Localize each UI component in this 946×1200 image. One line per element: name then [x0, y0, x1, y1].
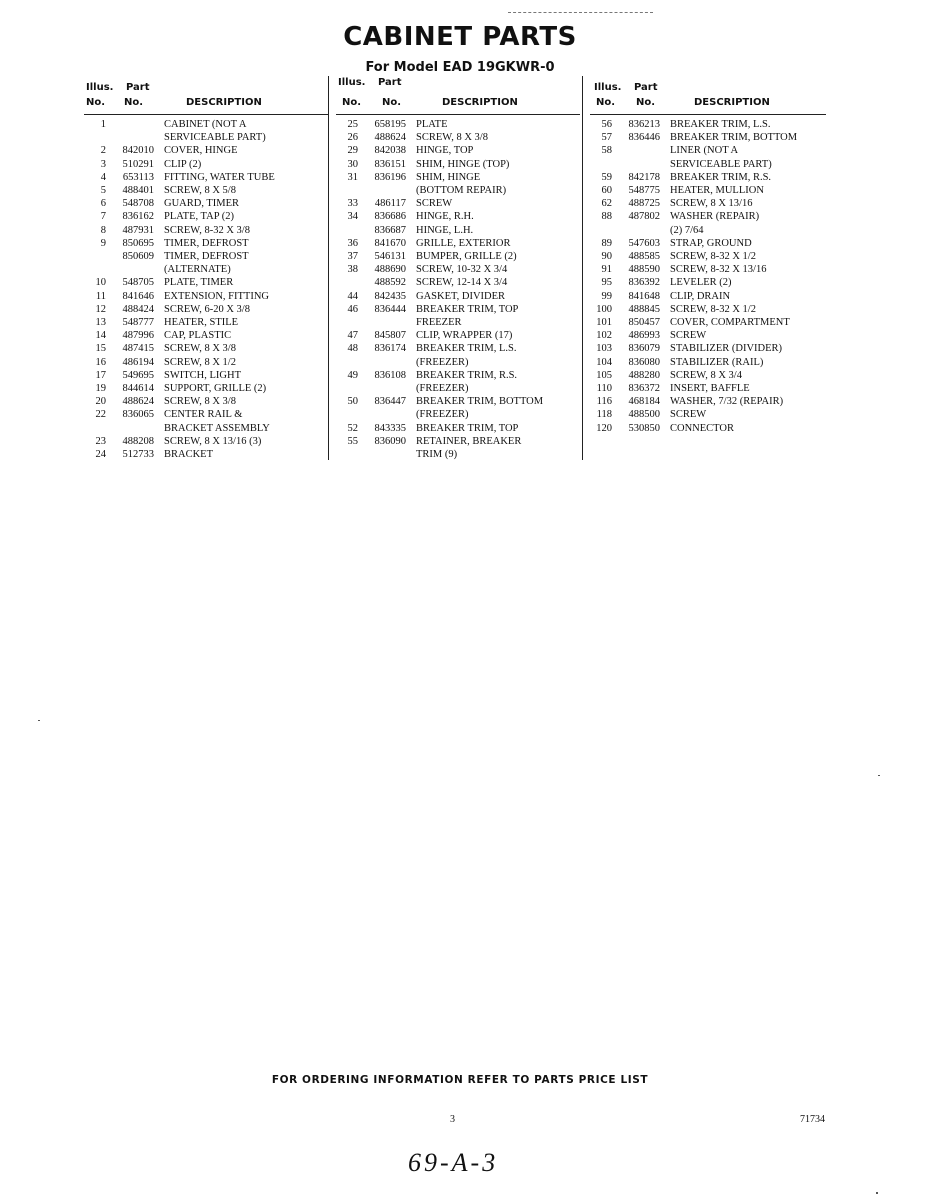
illus-number: 23: [95, 435, 106, 447]
part-row: [590, 210, 826, 236]
handwritten-note: 69-A-3: [408, 1148, 499, 1177]
part-description: HEATER, STILE: [164, 317, 239, 329]
illus-number: 46: [347, 303, 358, 315]
part-row: [336, 395, 580, 421]
part-number: 546131: [374, 251, 406, 263]
part-row: [84, 369, 328, 382]
part-number: 488208: [122, 435, 154, 447]
illus-number: 88: [601, 211, 612, 223]
part-number: 653113: [122, 171, 154, 183]
illus-number: 105: [596, 369, 612, 381]
illus-number: 11: [95, 290, 106, 302]
illus-number: 34: [347, 211, 358, 223]
part-row: [84, 290, 328, 303]
part-description: BREAKER TRIM, TOP FREEZER: [416, 303, 519, 329]
part-number: 841648: [628, 290, 660, 302]
part-row: [590, 237, 826, 250]
illus-number: 58: [601, 145, 612, 157]
part-row: [590, 118, 826, 131]
illus-number: 95: [601, 277, 612, 289]
part-number: 836446: [628, 132, 660, 144]
illus-number: 48: [347, 343, 358, 355]
part-number: 842010: [122, 145, 154, 157]
illus-number: 49: [347, 369, 358, 381]
part-row: [590, 131, 826, 144]
part-description: HINGE, R.H.: [416, 211, 474, 223]
part-description: SHIM, HINGE (TOP): [416, 158, 510, 170]
part-description: CENTER RAIL & BRACKET ASSEMBLY: [164, 409, 270, 434]
description-header: DESCRIPTION: [442, 97, 518, 108]
part-number: 488624: [122, 396, 154, 408]
illus-number: 99: [601, 290, 612, 302]
part-row: [336, 197, 580, 210]
part-row: [590, 382, 826, 395]
part-number: 488424: [122, 303, 154, 315]
part-description: BREAKER TRIM, BOTTOM: [670, 132, 798, 144]
illus-number: 16: [95, 356, 106, 368]
illus-number: 22: [95, 409, 106, 421]
part-number: 488500: [628, 409, 660, 421]
part-number: 548775: [628, 185, 660, 197]
part-description: SCREW, 8-32 X 13/16: [670, 264, 767, 276]
top-scan-mark: [508, 12, 653, 14]
part-number: 549695: [122, 369, 154, 381]
part-description: HINGE, L.H.: [416, 224, 474, 236]
illus-number: 1: [100, 119, 106, 130]
part-row: [84, 382, 328, 395]
illus-number: 89: [601, 237, 612, 249]
illus-header: Illus.: [338, 77, 366, 88]
part-description: STRAP, GROUND: [670, 237, 752, 249]
part-number: 836151: [374, 158, 406, 170]
illus-number: 13: [95, 317, 106, 329]
part-number: 836065: [122, 409, 154, 421]
part-description: BREAKER TRIM, BOTTOM (FREEZER): [416, 396, 544, 421]
part-description: CABINET (NOT A SERVICEABLE PART): [164, 119, 266, 144]
part-description: STABILIZER (RAIL): [670, 356, 764, 368]
part-description: SCREW, 6-20 X 3/8: [164, 303, 250, 315]
column-header: [84, 82, 328, 115]
illus-number: 38: [347, 264, 358, 276]
part-row: [590, 342, 826, 355]
part-description: SWITCH, LIGHT: [164, 369, 241, 381]
illus-header: Illus.: [594, 82, 622, 93]
part-description: SUPPORT, GRILLE (2): [164, 383, 267, 395]
part-no-header: No.: [382, 97, 402, 108]
part-number: 836444: [374, 303, 406, 315]
part-row: [590, 316, 826, 329]
column-header: [590, 82, 826, 115]
part-row: [336, 224, 580, 237]
illus-number: 12: [95, 303, 106, 315]
part-row: [336, 276, 580, 289]
part-description: PLATE, TIMER: [164, 277, 234, 289]
part-description: GASKET, DIVIDER: [416, 290, 506, 302]
part-row: [84, 224, 328, 237]
illus-number: 31: [347, 171, 358, 183]
part-number: 548777: [122, 317, 154, 329]
page-number: 3: [450, 1114, 455, 1125]
scan-speck: [878, 775, 880, 776]
part-description: TIMER, DEFROST (ALTERNATE): [164, 251, 249, 276]
model-subtitle: For Model EAD 19GKWR-0: [365, 60, 555, 75]
part-description: SCREW, 8 X 3/4: [670, 369, 742, 381]
part-row: [336, 118, 580, 131]
part-description: LEVELER (2): [670, 277, 732, 289]
part-description: BUMPER, GRILLE (2): [416, 251, 517, 263]
illus-number: 6: [100, 198, 106, 210]
part-description: BRACKET: [164, 449, 214, 461]
illus-number: 5: [100, 185, 106, 197]
part-number: 488592: [374, 277, 406, 289]
part-number: 850695: [122, 237, 154, 249]
part-row: [590, 369, 826, 382]
column-divider: [582, 76, 583, 460]
part-number: 850457: [628, 317, 660, 329]
part-number: 468184: [628, 396, 660, 408]
illus-header: Illus.: [86, 82, 114, 93]
part-description: SCREW: [670, 330, 707, 342]
part-row: [336, 144, 580, 157]
part-row: [84, 118, 328, 144]
part-row: [590, 303, 826, 316]
part-number: 836372: [628, 383, 660, 395]
part-row: [336, 290, 580, 303]
part-row: [84, 316, 328, 329]
part-number: 488401: [122, 185, 154, 197]
part-description: COVER, COMPARTMENT: [670, 317, 790, 329]
illus-number: 50: [347, 396, 358, 408]
part-description: INSERT, BAFFLE: [670, 383, 750, 395]
part-number: 842435: [374, 290, 406, 302]
illus-number: 62: [601, 198, 612, 210]
illus-number: 116: [596, 396, 612, 408]
part-number: 488690: [374, 264, 406, 276]
illus-number: 30: [347, 158, 358, 170]
illus-number: 56: [601, 119, 612, 130]
illus-number: 91: [601, 264, 612, 276]
part-row: [590, 171, 826, 184]
illus-number: 101: [596, 317, 612, 329]
part-description: WASHER, 7/32 (REPAIR): [670, 396, 784, 408]
part-number: 836080: [628, 356, 660, 368]
part-description: GUARD, TIMER: [164, 198, 240, 210]
illus-number: 103: [596, 343, 612, 355]
column-header: [336, 77, 580, 115]
part-number: 836686: [374, 211, 406, 223]
illus-number: 104: [596, 356, 612, 368]
part-description: SCREW, 8 X 1/2: [164, 356, 236, 368]
part-description: SCREW, 8 X 5/8: [164, 185, 236, 197]
part-row: [84, 395, 328, 408]
part-row: [590, 250, 826, 263]
illus-number: 118: [596, 409, 612, 421]
part-description: CLIP, DRAIN: [670, 290, 731, 302]
parts-rows: [84, 118, 328, 461]
part-row: [84, 408, 328, 434]
part-row: [336, 263, 580, 276]
part-row: [336, 158, 580, 171]
part-number: 842178: [628, 171, 660, 183]
part-number: 844614: [122, 383, 154, 395]
parts-column-3: [590, 82, 826, 435]
illus-number: 17: [95, 369, 106, 381]
part-row: [336, 435, 580, 461]
part-row: [84, 184, 328, 197]
part-row: [590, 144, 826, 170]
part-row: [84, 276, 328, 289]
part-row: [590, 290, 826, 303]
part-number: 836162: [122, 211, 154, 223]
part-number: 487931: [122, 224, 154, 236]
part-description: GRILLE, EXTERIOR: [416, 237, 511, 249]
part-row: [590, 356, 826, 369]
page-title: CABINET PARTS: [343, 22, 577, 52]
part-description: FITTING, WATER TUBE: [164, 171, 275, 183]
part-description: CLIP, WRAPPER (17): [416, 330, 513, 342]
part-row: [336, 131, 580, 144]
part-number: 658195: [374, 119, 406, 130]
part-description: BREAKER TRIM, TOP: [416, 422, 519, 434]
part-number: 487996: [122, 330, 154, 342]
part-number: 850609: [122, 251, 154, 263]
illus-number: 10: [95, 277, 106, 289]
part-row: [590, 276, 826, 289]
illus-number: 7: [100, 211, 106, 223]
part-row: [84, 250, 328, 276]
part-row: [84, 171, 328, 184]
part-number: 836447: [374, 396, 406, 408]
illus-number: 15: [95, 343, 106, 355]
parts-column-2: [336, 77, 580, 461]
illus-number: 57: [601, 132, 612, 144]
illus-number: 8: [100, 224, 106, 236]
part-number: 486993: [628, 330, 660, 342]
part-number: 510291: [122, 158, 154, 170]
part-description: SCREW, 8 X 13/16: [670, 198, 753, 210]
illus-number: 120: [596, 422, 612, 434]
illus-number: 14: [95, 330, 106, 342]
part-description: SCREW: [416, 198, 453, 210]
part-row: [336, 422, 580, 435]
part-row: [84, 342, 328, 355]
illus-number: 37: [347, 251, 358, 263]
part-no-header: No.: [124, 97, 144, 108]
scan-speck: [38, 720, 40, 721]
part-number: 512733: [122, 449, 154, 461]
part-row: [590, 408, 826, 421]
illus-number: 100: [596, 303, 612, 315]
illus-number: 52: [347, 422, 358, 434]
part-number: 488585: [628, 251, 660, 263]
part-description: SCREW, 12-14 X 3/4: [416, 277, 508, 289]
parts-rows: [590, 118, 826, 435]
part-header: Part: [378, 77, 402, 88]
part-row: [336, 342, 580, 368]
part-description: PLATE: [416, 119, 448, 130]
part-row: [590, 329, 826, 342]
part-number: 547603: [628, 237, 660, 249]
part-row: [84, 435, 328, 448]
illus-number: 9: [100, 237, 106, 249]
part-description: BREAKER TRIM, R.S.: [670, 171, 772, 183]
part-row: [590, 263, 826, 276]
document-number: 71734: [800, 1114, 825, 1125]
part-number: 487802: [628, 211, 660, 223]
part-row: [336, 237, 580, 250]
part-description: EXTENSION, FITTING: [164, 290, 269, 302]
part-number: 836174: [374, 343, 406, 355]
part-number: 488725: [628, 198, 660, 210]
illus-number: 47: [347, 330, 358, 342]
part-number: 836213: [628, 119, 660, 130]
part-row: [336, 329, 580, 342]
part-number: 486117: [374, 198, 406, 210]
part-row: [336, 369, 580, 395]
part-row: [84, 210, 328, 223]
part-row: [336, 171, 580, 197]
illus-number: 90: [601, 251, 612, 263]
part-number: 845807: [374, 330, 406, 342]
illus-no-header: No.: [86, 97, 106, 108]
part-row: [84, 144, 328, 157]
part-description: COVER, HINGE: [164, 145, 238, 157]
part-row: [336, 303, 580, 329]
part-description: PLATE, TAP (2): [164, 211, 235, 223]
part-number: 488590: [628, 264, 660, 276]
part-description: CAP, PLASTIC: [164, 330, 232, 342]
part-row: [590, 184, 826, 197]
description-header: DESCRIPTION: [186, 97, 262, 108]
part-row: [84, 158, 328, 171]
part-description: HINGE, TOP: [416, 145, 474, 157]
part-number: 548705: [122, 277, 154, 289]
illus-number: 29: [347, 145, 358, 157]
part-description: SCREW, 8 X 3/8: [416, 132, 488, 144]
part-description: CLIP (2): [164, 158, 202, 170]
parts-rows: [336, 118, 580, 461]
part-number: 836392: [628, 277, 660, 289]
part-description: WASHER (REPAIR) (2) 7/64: [670, 211, 760, 236]
illus-number: 2: [100, 145, 106, 157]
part-number: 842038: [374, 145, 406, 157]
illus-number: 20: [95, 396, 106, 408]
part-description: TIMER, DEFROST: [164, 237, 249, 249]
part-row: [590, 395, 826, 408]
description-header: DESCRIPTION: [694, 97, 770, 108]
part-description: CONNECTOR: [670, 422, 734, 434]
illus-number: 55: [347, 435, 358, 447]
illus-number: 4: [100, 171, 106, 183]
part-row: [84, 303, 328, 316]
ordering-footer: FOR ORDERING INFORMATION REFER TO PARTS PRICE LIST: [271, 1074, 649, 1086]
column-divider: [328, 76, 329, 460]
part-description: SCREW, 10-32 X 3/4: [416, 264, 508, 276]
part-number: 486194: [122, 356, 154, 368]
part-description: RETAINER, BREAKER TRIM (9): [416, 435, 522, 461]
part-row: [590, 197, 826, 210]
part-description: SCREW, 8 X 13/16 (3): [164, 435, 262, 447]
illus-number: 110: [596, 383, 612, 395]
illus-number: 3: [100, 158, 106, 170]
part-description: BREAKER TRIM, L.S.: [670, 119, 771, 130]
part-number: 488624: [374, 132, 406, 144]
part-number: 836090: [374, 435, 406, 447]
part-number: 836108: [374, 369, 406, 381]
part-number: 548708: [122, 198, 154, 210]
part-number: 841670: [374, 237, 406, 249]
illus-number: 25: [347, 119, 358, 130]
illus-number: 33: [347, 198, 358, 210]
part-number: 836196: [374, 171, 406, 183]
part-header: Part: [126, 82, 150, 93]
part-number: 843335: [374, 422, 406, 434]
part-no-header: No.: [636, 97, 656, 108]
part-row: [84, 329, 328, 342]
part-description: BREAKER TRIM, R.S. (FREEZER): [416, 369, 518, 395]
part-description: SHIM, HINGE (BOTTOM REPAIR): [416, 171, 507, 197]
part-number: 487415: [122, 343, 154, 355]
part-row: [590, 422, 826, 435]
part-description: SCREW, 8-32 X 3/8: [164, 224, 250, 236]
part-description: LINER (NOT A SERVICEABLE PART): [670, 145, 772, 170]
part-number: 530850: [628, 422, 660, 434]
part-number: 841646: [122, 290, 154, 302]
part-description: BREAKER TRIM, L.S. (FREEZER): [416, 343, 517, 368]
part-description: SCREW, 8-32 X 1/2: [670, 303, 756, 315]
part-description: SCREW: [670, 409, 707, 421]
parts-column-1: [84, 82, 328, 461]
part-row: [336, 250, 580, 263]
part-description: SCREW, 8 X 3/8: [164, 343, 236, 355]
part-row: [84, 197, 328, 210]
illus-number: 36: [347, 237, 358, 249]
part-description: SCREW, 8 X 3/8: [164, 396, 236, 408]
part-number: 836079: [628, 343, 660, 355]
illus-number: 102: [596, 330, 612, 342]
illus-no-header: No.: [342, 97, 362, 108]
part-row: [336, 210, 580, 223]
part-row: [84, 448, 328, 461]
illus-number: 59: [601, 171, 612, 183]
part-row: [84, 356, 328, 369]
part-number: 836687: [374, 224, 406, 236]
part-description: SCREW, 8-32 X 1/2: [670, 251, 756, 263]
part-number: 488280: [628, 369, 660, 381]
illus-number: 44: [347, 290, 358, 302]
part-header: Part: [634, 82, 658, 93]
illus-number: 26: [347, 132, 358, 144]
illus-number: 60: [601, 185, 612, 197]
part-description: STABILIZER (DIVIDER): [670, 343, 783, 355]
scan-speck: [876, 1192, 878, 1194]
part-description: HEATER, MULLION: [670, 185, 764, 197]
part-row: [84, 237, 328, 250]
illus-no-header: No.: [596, 97, 616, 108]
part-number: 488845: [628, 303, 660, 315]
illus-number: 19: [95, 383, 106, 395]
illus-number: 24: [95, 449, 106, 461]
